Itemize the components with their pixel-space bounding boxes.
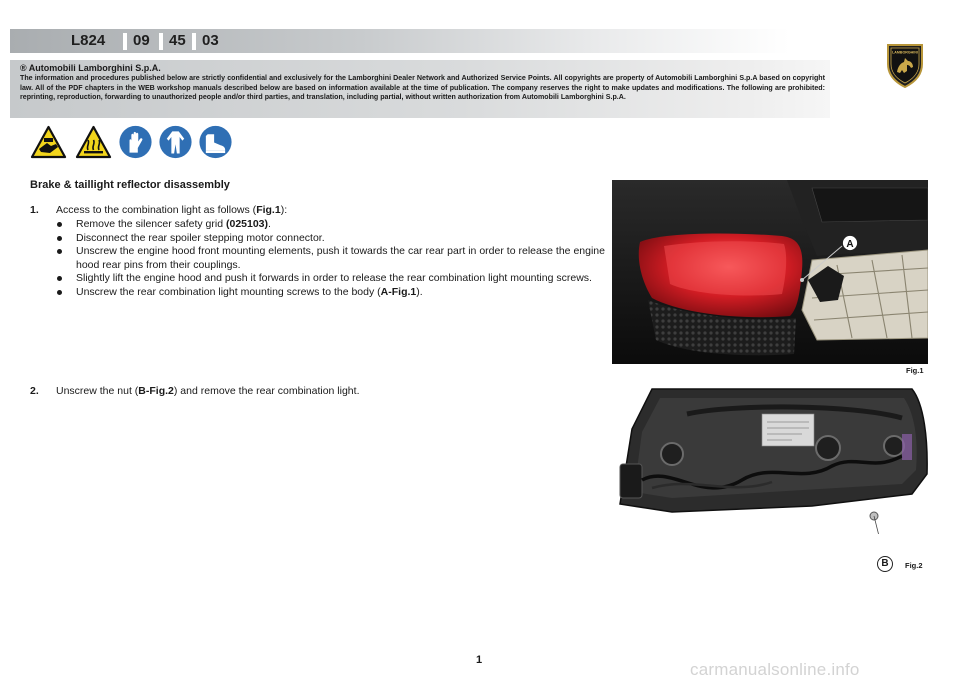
step-number: 2. bbox=[30, 385, 39, 397]
logo-text: LAMBORGHINI bbox=[892, 50, 918, 55]
hot-surface-warning-icon bbox=[75, 125, 112, 159]
step-text: Access to the combination light as follows (Fig.1): bbox=[56, 204, 288, 216]
protective-overalls-icon bbox=[157, 125, 194, 159]
copyright-text: The information and procedures published below are strictly confidential and exclusively for the Lamborghini Dealer Network and Authorized Service Points. All copyrights are property of Automobili Lamborghini S.p.A based on copyright law. All of the PDF chapters in the WEB workshop manuals described below are based on information available at the time of publication. The company reserves the right to make updates and modifications. The following are prohibited: reprinting, reproduction, forwarding to unauthorized people and/or third parties, and translation, including partial, without written authorization from Automobili Lamborghini S.p.A. bbox=[20, 74, 825, 101]
fig1-callout-label: A bbox=[846, 239, 854, 250]
protective-gloves-icon bbox=[117, 125, 154, 159]
figure-reference: B-Fig.2 bbox=[138, 385, 174, 397]
code-separator bbox=[159, 33, 163, 50]
copyright-title: ® Automobili Lamborghini S.p.A. bbox=[20, 63, 161, 73]
list-item: Unscrew the rear combination light mounting screws to the body (A-Fig.1). bbox=[45, 286, 605, 300]
document-code-bar bbox=[10, 29, 790, 53]
figure-1-caption: Fig.1 bbox=[906, 366, 924, 375]
figure-1-photo bbox=[612, 180, 928, 364]
fig2-callout: B bbox=[877, 556, 893, 572]
step-text: Unscrew the nut (B-Fig.2) and remove the rear combination light. bbox=[56, 385, 360, 397]
safety-shoes-icon bbox=[197, 125, 234, 159]
watermark: carmanualsonline.info bbox=[690, 660, 860, 679]
step-1-bullet-list bbox=[45, 218, 605, 300]
code-separator bbox=[123, 33, 127, 50]
code-segment-procedure: 03 bbox=[202, 32, 219, 49]
lamborghini-shield-icon bbox=[885, 42, 925, 88]
list-item: Disconnect the rear spoiler stepping motor connector. bbox=[45, 232, 605, 246]
list-item: Unscrew the engine hood front mounting elements, push it towards the car rear part in order to release the engine hood rear pins from their couplings. bbox=[45, 245, 605, 272]
code-segment-model: L824 bbox=[71, 32, 106, 49]
figure-reference: Fig.1 bbox=[256, 204, 281, 216]
figure-2-photo bbox=[612, 384, 932, 534]
figure-2-caption: Fig.2 bbox=[905, 561, 923, 570]
section-title: Brake & taillight reflector disassembly bbox=[30, 179, 230, 191]
code-segment-group: 09 bbox=[133, 32, 150, 49]
list-item: Remove the silencer safety grid (025103). bbox=[45, 218, 605, 232]
code-segment-subgroup: 45 bbox=[169, 32, 186, 49]
list-item: Slightly lift the engine hood and push it forwards in order to release the rear combination light mounting screws. bbox=[45, 272, 605, 286]
step-number: 1. bbox=[30, 204, 39, 216]
page-number: 1 bbox=[476, 654, 483, 666]
hand-crush-warning-icon bbox=[30, 125, 67, 159]
copyright-notice bbox=[10, 60, 830, 118]
code-separator bbox=[192, 33, 196, 50]
